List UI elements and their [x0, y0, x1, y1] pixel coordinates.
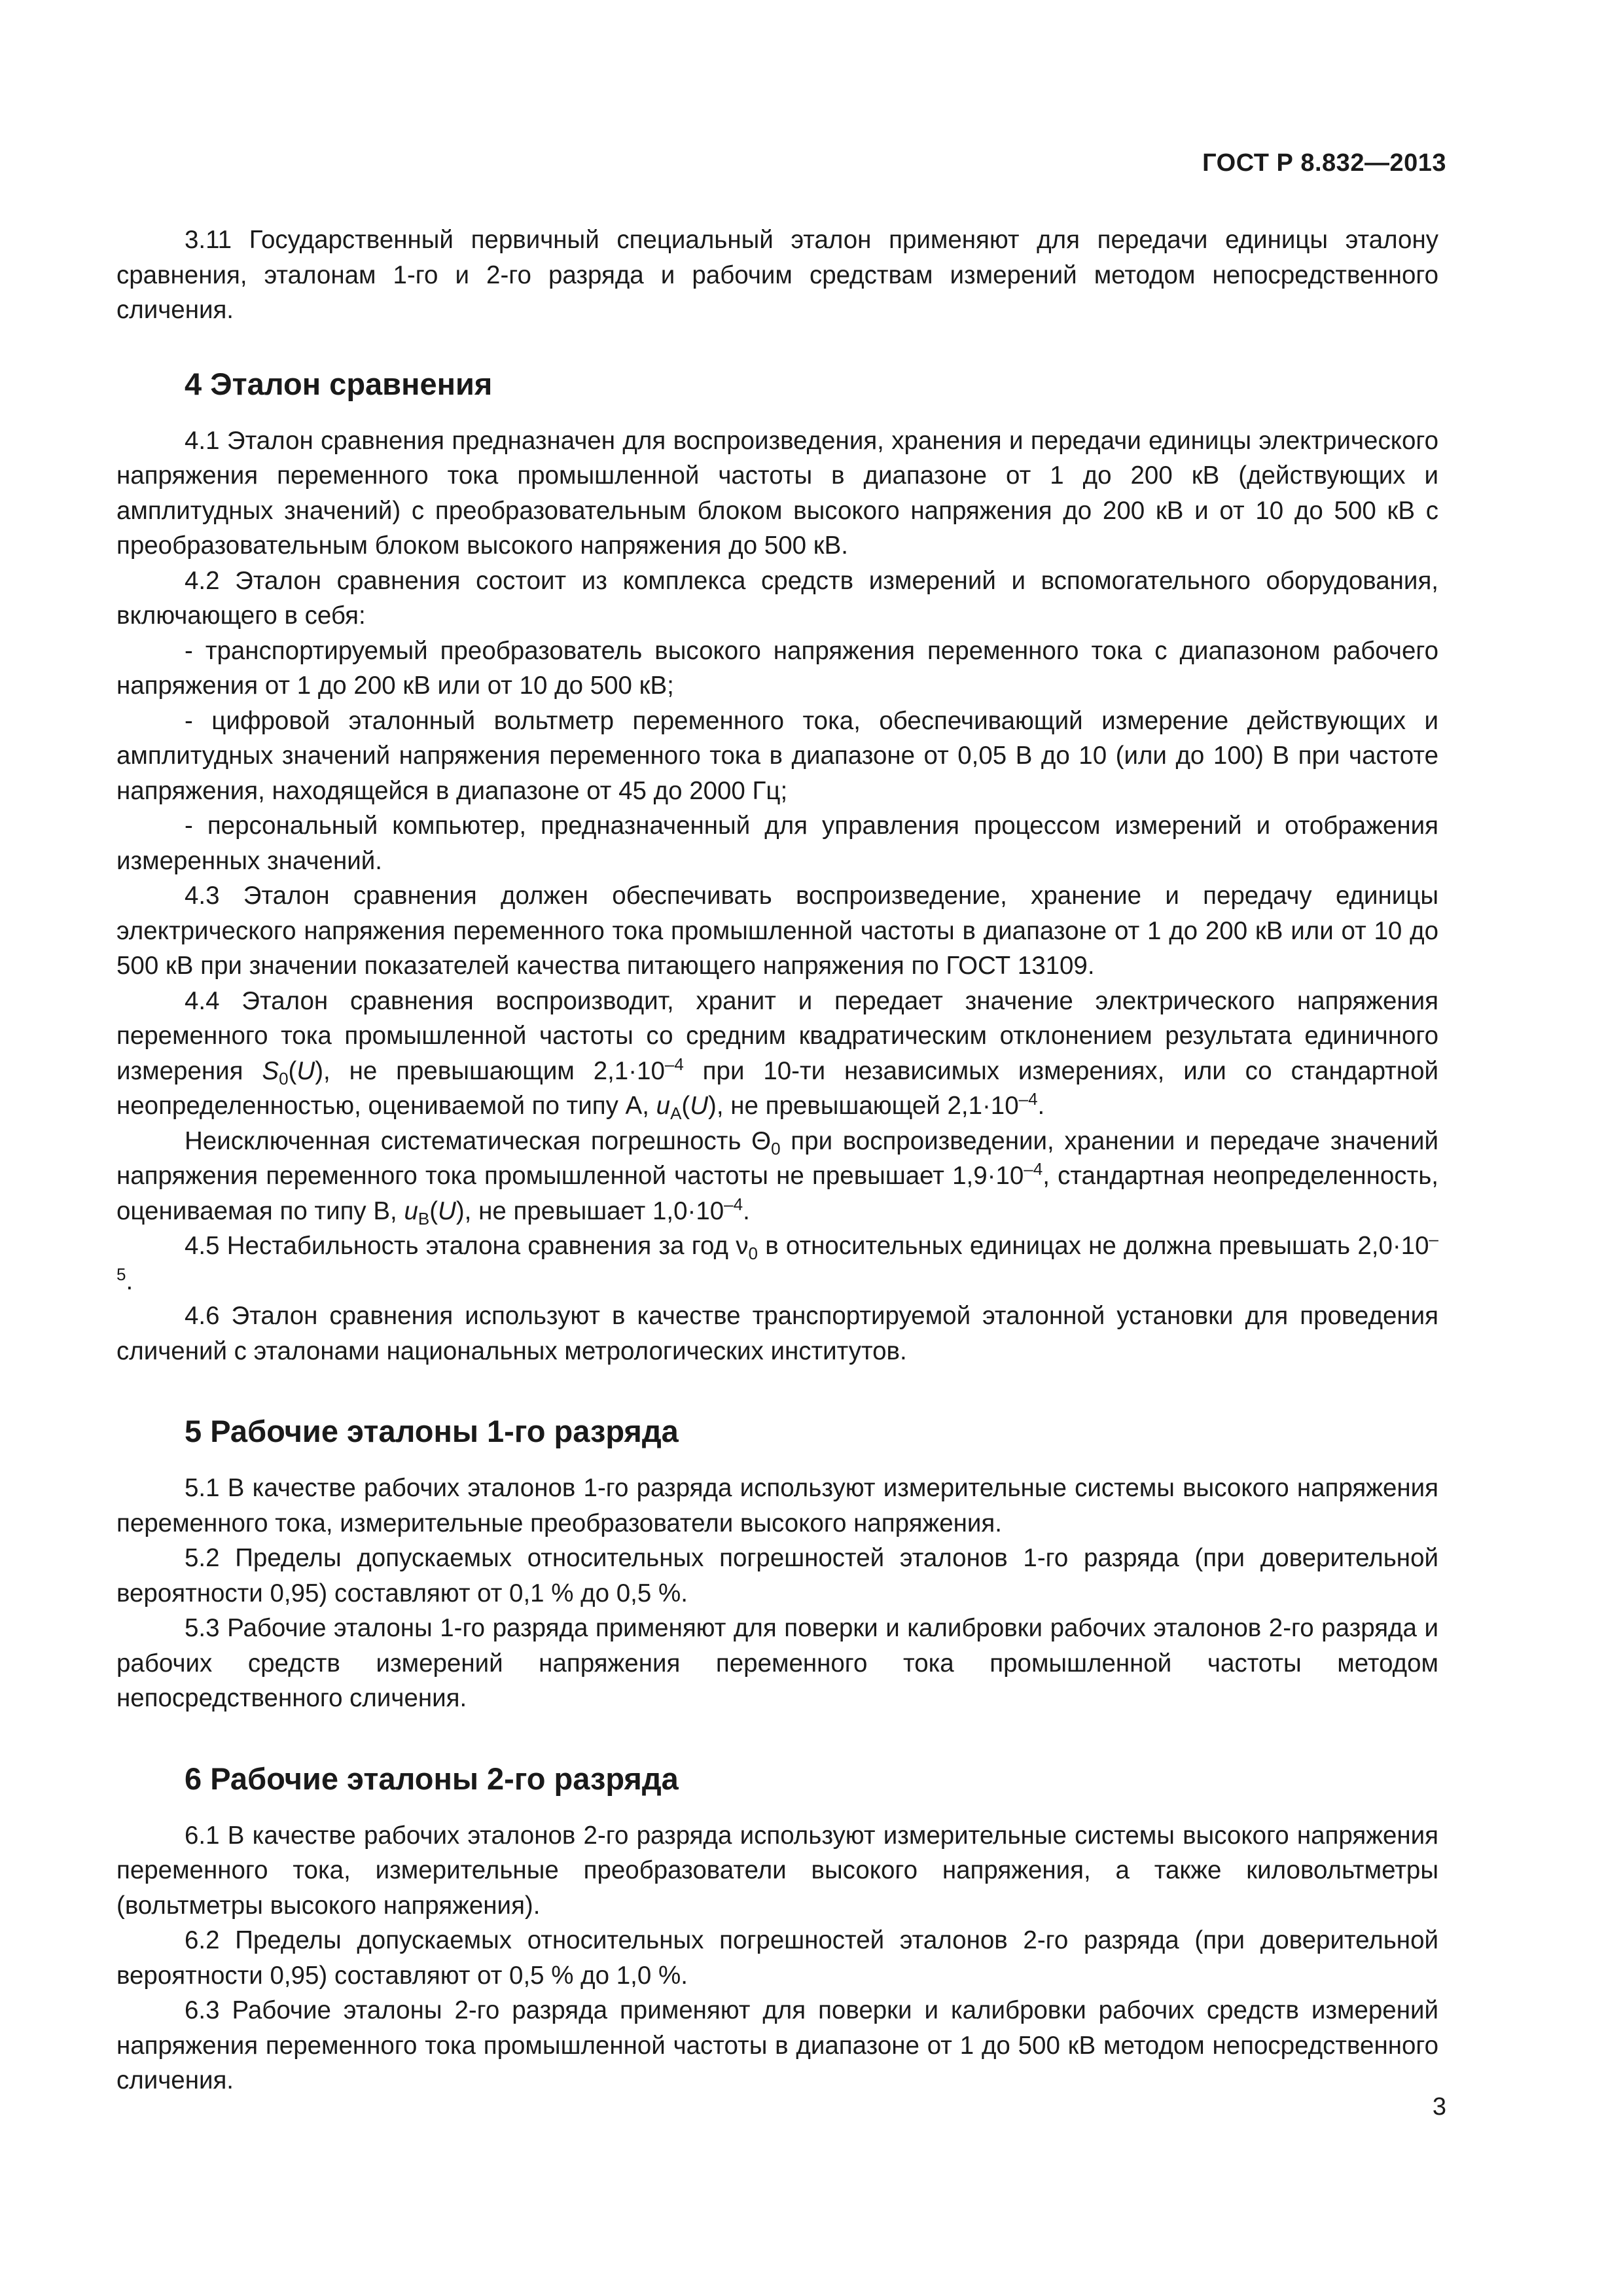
paragraph-6-1: 6.1 В качестве рабочих эталонов 2-го разряда используют измерительные системы высокого напряжения переменного тока, измерительные преобразователи высокого напряжения, а также киловольтметры (вольтметры высокого напряжения).: [116, 1821, 1438, 1920]
page-number: 3: [1432, 2093, 1446, 2121]
document-body: [116, 223, 1438, 2098]
section-5-heading: 5 Рабочие эталоны 1-го разряда: [185, 1414, 679, 1448]
paragraph-3-11: 3.11 Государственный первичный специальный эталон применяют для передачи единицы эталону сравнения, эталонам 1-го и 2-го разряда и рабочим средствам измерений методом непосредственного сличения.: [116, 226, 1438, 324]
paragraph-4-4-systematic-error: Неисключенная систематическая погрешность $\Theta_0$ при воспроизведении, хранении и передаче значений напряжения переменного тока промышленной частоты не превышает $1,9\cdot 10^{-4}$, стандартная неопределенность, оцениваемая по типу В, $u_B(U)$, не превышает $1,0\cdot 10^{-4}$.: [116, 1126, 1438, 1229]
section-4-heading: 4 Эталон сравнения: [185, 366, 493, 401]
paragraph-4-3: 4.3 Эталон сравнения должен обеспечивать воспроизведение, хранение и передачу единицы электрического напряжения переменного тока промышленной частоты в диапазоне от 1 до 200 кВ или от 10 до 500 кВ при значении показателей качества питающего напряжения по ГОСТ 13109.: [116, 882, 1438, 980]
paragraph-6-2: 6.2 Пределы допускаемых относительных погрешностей эталонов 2-го разряда (при доверительной вероятности 0,95) составляют от 0,5 % до 1,0 %.: [116, 1926, 1438, 1990]
paragraph-4-1: 4.1 Эталон сравнения предназначен для воспроизведения, хранения и передачи единицы электрического напряжения переменного тока промышленной частоты в диапазоне от 1 до 200 кВ (действующих и амплитудных значений) с преобразовательным блоком высокого напряжения до 200 кВ и от 10 до 500 кВ с преобразовательным блоком высокого напряжения до 500 кВ.: [116, 426, 1438, 560]
paragraph-5-2: 5.2 Пределы допускаемых относительных погрешностей эталонов 1-го разряда (при доверительной вероятности 0,95) составляют от 0,1 % до 0,5 %.: [116, 1544, 1438, 1607]
document-number: ГОСТ Р 8.832—2013: [1202, 149, 1446, 177]
paragraph-6-3: 6.3 Рабочие эталоны 2-го разряда применяют для поверки и калибровки рабочих средств измерений напряжения переменного тока промышленной частоты в диапазоне от 1 до 500 кВ методом непосредственного сличения.: [116, 1996, 1438, 2094]
paragraph-5-1: 5.1 В качестве рабочих эталонов 1-го разряда используют измерительные системы высокого напряжения переменного тока, измерительные преобразователи высокого напряжения.: [116, 1474, 1438, 1537]
section-6-heading: 6 Рабочие эталоны 2-го разряда: [185, 1761, 679, 1796]
paragraph-4-2: 4.2 Эталон сравнения состоит из комплекса средств измерений и вспомогательного оборудования, включающего в себя:: [116, 566, 1438, 630]
paragraph-5-3: 5.3 Рабочие эталоны 1-го разряда применяют для поверки и калибровки рабочих эталонов 2-го разряда и рабочих средств измерений напряжения переменного тока промышленной частоты методом непосредственного сличения.: [116, 1614, 1438, 1712]
paragraph-4-4: 4.4 Эталон сравнения воспроизводит, хранит и передает значение электрического напряжения переменного тока промышленной частоты со средним квадратическим отклонением результата единичного измерения $S_0(U)$, не превышающим $2,1\cdot 10^{-4}$ при 10-ти независимых измерениях, или со стандартной неопределенностью, оцениваемой по типу А, $u_A(U)$, не превышающей $2,1\cdot 10^{-4}$.: [116, 986, 1438, 1123]
list-item-computer: - персональный компьютер, предназначенный для управления процессом измерений и отображения измеренных значений.: [116, 812, 1438, 875]
paragraph-4-6: 4.6 Эталон сравнения используют в качестве транспортируемой эталонной установки для проведения сличений с эталонами национальных метрологических институтов.: [116, 1302, 1438, 1365]
paragraph-4-5: 4.5 Нестабильность эталона сравнения за год $\nu_0$ в относительных единицах не должна превышать $2,0\cdot 10^{-5}$.: [116, 1229, 1438, 1295]
list-item-converter: - транспортируемый преобразователь высокого напряжения переменного тока с диапазоном рабочего напряжения от 1 до 200 кВ или от 10 до 500 кВ;: [116, 636, 1438, 700]
list-item-voltmeter: - цифровой эталонный вольтметр переменного тока, обеспечивающий измерение действующих и амплитудных значений напряжения переменного тока в диапазоне от 0,05 В до 10 (или до 100) В при частоте напряжения, находящейся в диапазоне от 45 до 2000 Гц;: [116, 706, 1438, 805]
